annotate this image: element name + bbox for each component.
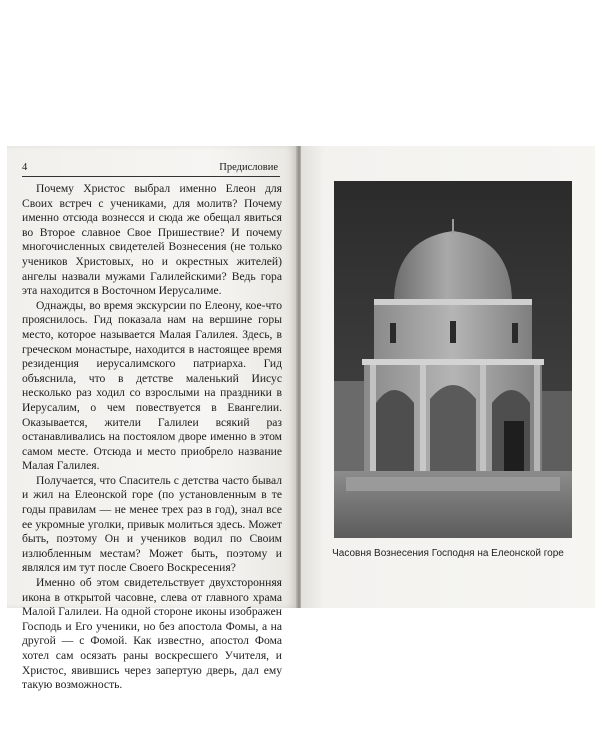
right-page (301, 146, 595, 608)
page-header (22, 162, 280, 177)
paragraph: Почему Христос выбрал именно Елеон для Своих встреч с учениками, для молитв? Почему именно отсюда вознесся и сюда же обещал явиться во Второе славное Свое Пришествие? И почему многочисленных свидетелей Вознесения (не только учеников Христовых, но и окрестных жителей) ангелы назвали мужами Галилейскими? Ведь гора эта находится в Восточном Иерусалиме. (22, 182, 282, 298)
chapel-photo (334, 181, 572, 538)
paragraph: Именно об этом свидетельствует двухсторонняя икона в открытой часовне, слева от главного храма Малой Галилеи. На одной стороне иконы изображен Господь и Его ученики, но без апостола Фомы, а на другой — с Фомой. Как известно, апостол Фома хотел сам осязать раны воскресшего Учителя, и Христос, явившись через запертую дверь, дал ему такую возможность. (22, 576, 282, 692)
book-spread (7, 146, 595, 692)
left-page (7, 146, 297, 692)
photo-caption: Часовня Вознесения Господня на Елеонской горе (332, 548, 564, 559)
running-head: Предисловие (219, 162, 278, 173)
paragraph: Однажды, во время экскурсии по Елеону, кое-что прояснилось. Гид показала нам на вершине горы место, которое называется Малая Галилея. Здесь, в греческом монастыре, находится в настоящее время резиденция иерусалимского патриарха. Гид объяснила, что в детстве маленький Иисус несколько раз ходил со взрослыми на праздники в Иерусалим, о чем повествуется в Евангелии. Оказывается, жители Галилеи всякий раз останавливались на постоялом дворе именно в этом самом месте. Отсюда и место приобрело название Малая Галилея. (22, 298, 282, 473)
body-text (22, 182, 282, 693)
paragraph: Получается, что Спаситель с детства часто бывал и жил на Елеонской горе (по установленным в те годы правилам — не менее трех раз в год), знал все ее укромные уголки, привык молиться здесь. Может быть, поэтому Он и учеников водил по Своим излюбленным местам? Может быть, поэтому и являлся им тут после Своего Воскресения? (22, 473, 282, 575)
page-number: 4 (22, 162, 28, 173)
chapel-illustration (334, 181, 572, 538)
